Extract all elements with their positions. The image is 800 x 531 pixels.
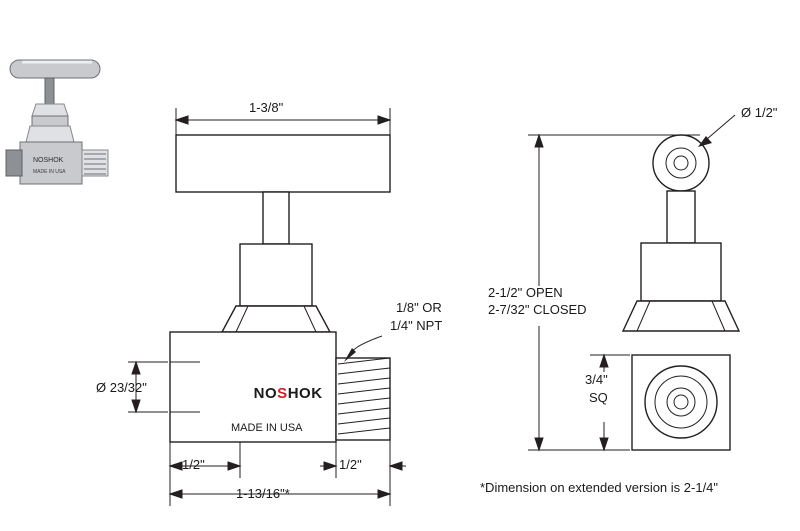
brand-logo xyxy=(235,371,323,416)
dim-right-segment xyxy=(320,440,406,478)
side-view-geometry xyxy=(623,115,739,450)
dim-label-handle-width: 1-3/8" xyxy=(249,100,284,115)
brand-logo-prefix: NO xyxy=(253,385,278,402)
port-note-line-1: 1/8" OR xyxy=(396,300,442,315)
made-in-usa-text: MADE IN USA xyxy=(231,422,303,434)
dim-label-square-2: SQ xyxy=(589,390,608,405)
brand-logo-mark: S xyxy=(277,385,288,402)
dim-label-height-closed: 2-7/32" CLOSED xyxy=(488,302,587,317)
footnote-text: *Dimension on extended version is 2-1/4" xyxy=(480,480,719,495)
dim-label-overall-length: 1-13/16"* xyxy=(236,486,290,501)
port-note-line-2: 1/4" NPT xyxy=(390,318,443,333)
svg-text:NOSHOK: NOSHOK xyxy=(33,157,64,164)
dim-label-body-diameter: Ø 23/32" xyxy=(96,380,147,395)
dim-label-height-open: 2-1/2" OPEN xyxy=(488,285,563,300)
dim-label-left-segment: 1/2" xyxy=(182,457,205,472)
dim-label-square-1: 3/4" xyxy=(585,372,608,387)
brand-logo-suffix: HOK xyxy=(287,385,323,402)
svg-text:MADE IN USA: MADE IN USA xyxy=(33,169,66,175)
dim-label-right-segment: 1/2" xyxy=(339,457,362,472)
dim-left-segment xyxy=(170,442,240,478)
dim-label-stem-diameter: Ø 1/2" xyxy=(741,105,778,120)
